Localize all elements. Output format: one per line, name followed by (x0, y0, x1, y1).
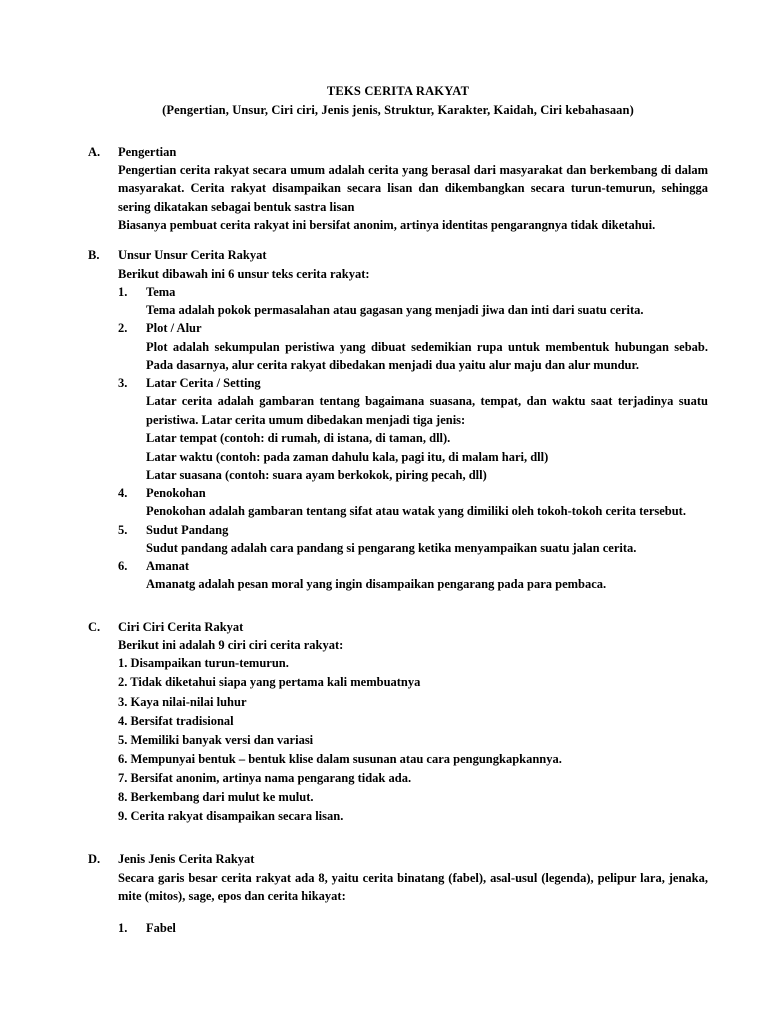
item-marker: 3. (118, 376, 128, 391)
item-marker: 2. (118, 321, 128, 336)
item-title: Penokohan (146, 486, 206, 501)
item-description: Latar cerita adalah gambaran tentang bagaimana suasana, tempat, dan waktu saat terjadinya suatu peristiwa. Latar cerita umum dibedakan menjadi tiga jenis: (146, 394, 708, 427)
item-description: Latar suasana (contoh: suara ayam berkokok, piring pecah, dll) (146, 467, 487, 482)
item-description: Sudut pandang adalah cara pandang si pengarang ketika menyampaikan suatu jalan cerita. (146, 540, 637, 555)
list-item: 1. Disampaikan turun-temurun. (118, 656, 289, 671)
section-ciri-ciri (88, 618, 708, 827)
section-body (88, 265, 708, 594)
item-marker: 6. (118, 559, 128, 574)
section-intro: Berikut ini adalah 9 ciri ciri cerita rakyat: (118, 637, 344, 652)
list-item (118, 319, 708, 374)
section-heading-text: Jenis Jenis Cerita Rakyat (118, 852, 255, 867)
item-title: Amanat (146, 559, 190, 574)
list-item: 4. Bersifat tradisional (118, 713, 234, 728)
list-item (118, 557, 708, 594)
list-item: 3. Kaya nilai-nilai luhur (118, 694, 247, 709)
list-item (118, 521, 708, 558)
section-body (88, 636, 708, 827)
item-description: Plot adalah sekumpulan peristiwa yang dibuat sedemikian rupa untuk membentuk hubungan sebab. Pada dasarnya, alur cerita rakyat dibedakan menjadi dua yaitu alur maju dan alur mundur. (146, 339, 708, 372)
section-heading (88, 618, 708, 636)
item-marker: 5. (118, 522, 128, 537)
page-title: TEKS CERITA RAKYAT (326, 84, 470, 98)
item-description: Penokohan adalah gambaran tentang sifat atau watak yang dimiliki oleh tokoh-tokoh cerita tersebut. (146, 504, 686, 519)
ciri-list (118, 654, 708, 826)
document-content (88, 82, 708, 941)
section-jenis-jenis (88, 850, 708, 937)
item-description: Latar tempat (contoh: di rumah, di istana, di taman, dll). (146, 431, 451, 446)
list-item: 8. Berkembang dari mulut ke mulut. (118, 790, 314, 805)
section-heading (88, 143, 708, 161)
spacer (118, 905, 708, 919)
section-unsur (88, 246, 708, 593)
item-title: Sudut Pandang (146, 522, 229, 537)
paragraph: Pengertian cerita rakyat secara umum adalah cerita yang berasal dari masyarakat dan berkembang di dalam masyarakat. Cerita rakyat disampaikan secara lisan dan dikembangkan secara turun-temurun, sehingga sering dikatakan sebagai bentuk sastra lisan (118, 162, 708, 214)
spacer (88, 830, 708, 850)
list-item: 2. Tidak diketahui siapa yang pertama kali membuatnya (118, 675, 421, 690)
item-description: Latar waktu (contoh: pada zaman dahulu kala, pagi itu, di malam hari, dll) (146, 449, 549, 464)
section-intro: Berikut dibawah ini 6 unsur teks cerita rakyat: (118, 266, 370, 281)
section-heading-text: Unsur Unsur Cerita Rakyat (118, 248, 267, 263)
item-marker: 1. (118, 284, 128, 299)
section-marker: C. (88, 619, 101, 634)
section-intro: Secara garis besar cerita rakyat ada 8, yaitu cerita binatang (fabel), asal-usul (legenda), pelipur lara, jenaka, mite (mitos), sage, epos dan cerita hikayat: (118, 870, 708, 903)
list-item (118, 484, 708, 521)
unsur-list (118, 283, 708, 594)
section-body (88, 161, 708, 235)
list-item: 7. Bersifat anonim, artinya nama pengarang tidak ada. (118, 771, 412, 785)
section-heading (88, 246, 708, 264)
section-body (88, 869, 708, 938)
section-heading-text: Ciri Ciri Cerita Rakyat (118, 619, 244, 634)
spacer (88, 598, 708, 618)
list-item: 5. Memiliki banyak versi dan variasi (118, 732, 314, 747)
item-marker: 1. (118, 921, 128, 936)
item-title: Plot / Alur (146, 321, 202, 336)
item-title: Latar Cerita / Setting (146, 376, 261, 391)
section-heading-text: Pengertian (118, 144, 177, 159)
list-item (118, 283, 708, 320)
spacer (88, 238, 708, 246)
paragraph: Biasanya pembuat cerita rakyat ini bersifat anonim, artinya identitas pengarangnya tidak diketahui. (118, 218, 656, 232)
list-item (118, 919, 708, 937)
item-description: Amanatg adalah pesan moral yang ingin disampaikan pengarang pada para pembaca. (146, 577, 607, 592)
section-heading (88, 850, 708, 868)
list-item: 6. Mempunyai bentuk – bentuk klise dalam susunan atau cara pengungkapkannya. (118, 751, 562, 766)
jenis-list (118, 919, 708, 937)
section-marker: A. (88, 144, 101, 159)
section-marker: D. (88, 852, 101, 867)
item-description: Tema adalah pokok permasalahan atau gagasan yang menjadi jiwa dan inti dari suatu cerita. (146, 303, 644, 317)
section-marker: B. (88, 248, 100, 263)
list-item: 9. Cerita rakyat disampaikan secara lisan. (118, 809, 344, 824)
item-marker: 4. (118, 486, 128, 501)
section-pengertian (88, 143, 708, 235)
page-subtitle: (Pengertian, Unsur, Ciri ciri, Jenis jenis, Struktur, Karakter, Kaidah, Ciri kebahasaan) (162, 103, 634, 118)
item-title: Fabel (146, 921, 176, 936)
item-title: Tema (146, 284, 176, 299)
list-item (118, 374, 708, 484)
